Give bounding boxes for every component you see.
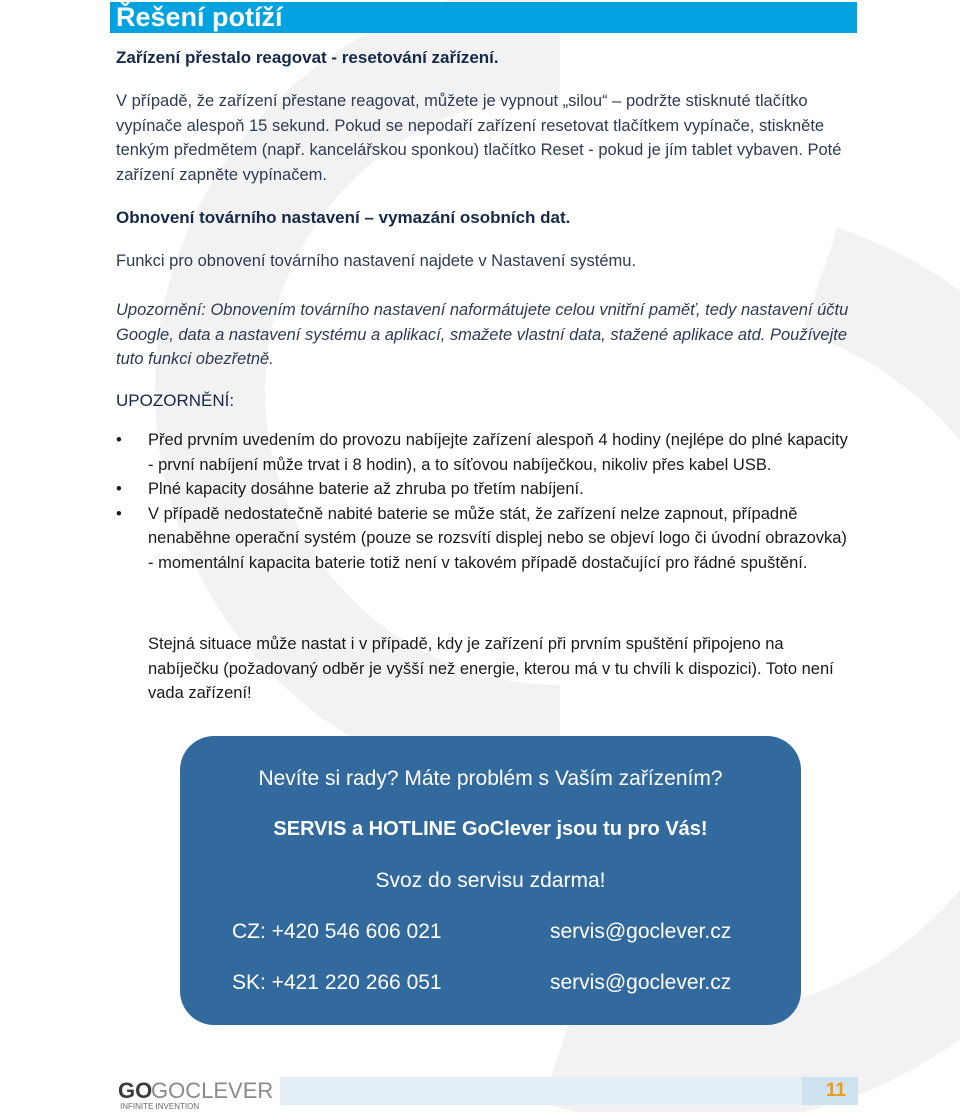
bullet-icon: • [116, 504, 122, 523]
bullet-icon: • [116, 431, 122, 449]
reset-heading: Zařízení přestalo reagovat - resetování zařízení. [116, 48, 499, 67]
notice-list [116, 428, 851, 575]
list-item: • Plné kapacity dosáhne baterie až zhruba po třetím nabíjení. [116, 477, 851, 502]
list-item: • V případě nedostatečně nabité baterie se může stát, že zařízení nelze zapnout, případně nenaběhne operační systém (pouze se rozsvítí displej nebo se objeví logo či úvodní obrazovka) - momentální kapacita baterie totiž není v takovém případě dostačující pro řádné spuštění. [116, 502, 851, 576]
goclever-logo [118, 1076, 274, 1112]
factory-heading: Obnovení továrního nastavení – vymazání osobních dat. [116, 208, 571, 227]
bullet-icon: • [116, 480, 122, 498]
reset-text: V případě, že zařízení přestane reagovat, můžete je vypnout „silou“ – podržte stisknuté tlačítko vypínače alespoň 15 sekund. Pokud se nepodaří zařízení resetovat tlačítkem vypínače, stiskněte tenkým předmětem (např. kancelářskou sponkou) tlačítko Reset - pokud je jím tablet vybaven. Poté zařízení zapněte vypínačem. [116, 92, 842, 184]
notice-title: UPOZORNĚNÍ: [116, 391, 235, 410]
cz-phone: CZ: +420 546 606 021 [232, 920, 442, 943]
svg-text:GOCLEVER: GOCLEVER [151, 1078, 274, 1103]
page-number-badge [802, 1077, 858, 1105]
factory-warning: Upozornění: Obnovením továrního nastavení naformátujete celou vnitřní paměť, tedy nastavení účtu Google, data a nastavení systému a aplikací, smažete vlastní data, stažené aplikace atd. Používejte tuto funkci obezřetně. [116, 301, 849, 368]
section-title: Řešení potíží [116, 2, 283, 32]
service-question: Nevíte si rady? Máte problém s Vaším zařízením? [258, 767, 723, 790]
section-title-bar [110, 2, 857, 33]
cz-email-link[interactable]: servis@goclever.cz [550, 920, 732, 943]
sk-phone: SK: +421 220 266 051 [232, 971, 442, 994]
service-hotline: SERVIS a HOTLINE GoClever jsou tu pro Vás! [273, 818, 708, 840]
factory-text: Funkci pro obnovení továrního nastavení najdete v Nastavení systému. [116, 252, 637, 270]
svg-text:INFINITE INVENTION: INFINITE INVENTION [120, 1102, 200, 1111]
page-number: 11 [825, 1080, 846, 1101]
notice-extra: Stejná situace může nastat i v případě, kdy je zařízení při prvním spuštění připojeno na nabíječku (požadovaný odběr je vyšší než energie, kterou má v tu chvíli k dispozici). Toto není vada zařízení! [148, 635, 834, 702]
service-free-pickup: Svoz do servisu zdarma! [375, 869, 606, 892]
sk-email-link[interactable]: servis@goclever.cz [550, 971, 732, 994]
service-box [180, 736, 801, 1025]
footer-bar [280, 1077, 858, 1105]
list-item: • Před prvním uvedením do provozu nabíjejte zařízení alespoň 4 hodiny (nejlépe do plné kapacity - první nabíjení může trvat i 8 hodin), a to síťovou nabíječkou, nikoliv přes kabel USB. [116, 428, 851, 477]
svg-text:GO: GO [118, 1078, 153, 1103]
